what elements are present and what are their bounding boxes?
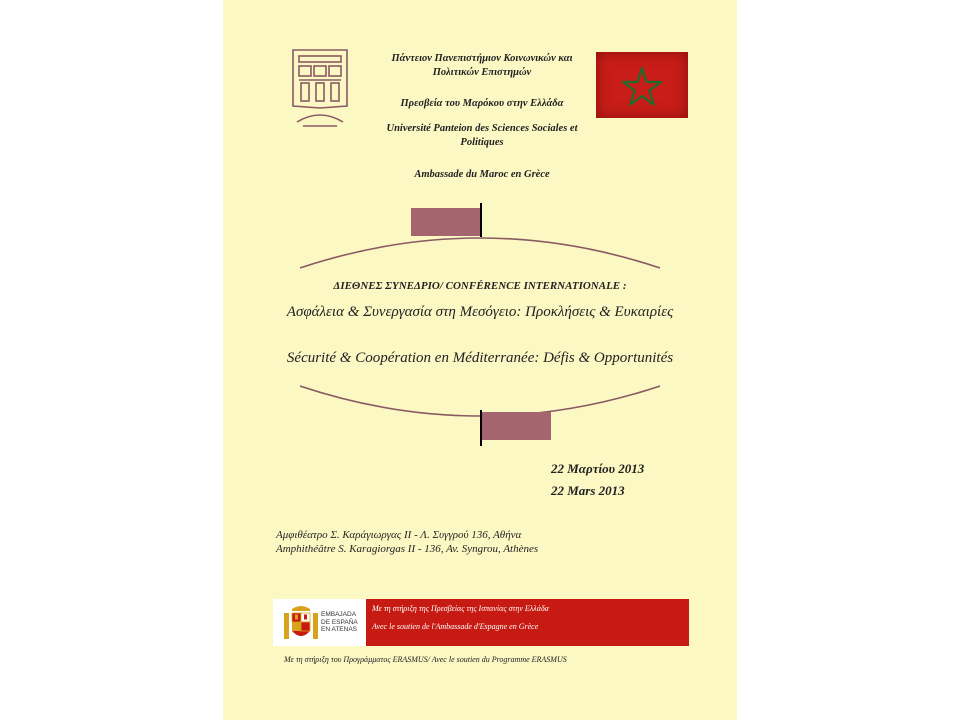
conference-title-greek: Ασφάλεια & Συνεργασία στη Μεσόγειο: Προκλήσεις & Ευκαιρίες (286, 304, 674, 320)
spain-support-french: Avec le soutien de l'Ambassade d'Espagne en Grèce (372, 622, 539, 631)
spain-coat-of-arms-icon (281, 601, 321, 645)
decorative-block-bottom (481, 412, 551, 440)
spain-embassy-logo-area (273, 599, 366, 646)
erasmus-support-text: Με τη στήριξη του Προγράμματος ERASMUS/ Avec le soutien du Programme ERASMUS (284, 655, 567, 664)
morocco-flag (596, 52, 688, 118)
conference-date-french: 22 Mars 2013 (551, 483, 625, 498)
venue-greek: Αμφιθέατρο Σ. Καράγιωργας ΙΙ - Λ. Συγγρού 136, Αθήνα (276, 529, 522, 541)
university-name-greek: Πάντειον Πανεπιστήμιον Κοινωνικών και Πολιτικών Επιστημών (391, 53, 573, 78)
embassy-name-greek: Πρεσβεία του Μαρόκου στην Ελλάδα (400, 98, 564, 109)
venue-french: Amphithéâtre S. Karagiorgas II - 136, Av. Syngrou, Athènes (276, 543, 539, 555)
spain-logo-line-3: EN ATENAS (321, 626, 358, 633)
panteion-university-logo (291, 48, 349, 128)
conference-label: ΔΙΕΘΝΕΣ ΣΥΝΕΔΡΙΟ/ CONFÉRENCE INTERNATIONALE : (333, 280, 627, 292)
conference-date-greek: 22 Μαρτίου 2013 (551, 461, 645, 476)
spain-logo-line-2: DE ESPAÑA (321, 618, 358, 626)
decorative-line-bottom (480, 410, 482, 446)
spain-logo-line-1: EMBAJADA (321, 611, 357, 618)
decorative-arc-top (300, 230, 660, 270)
embassy-name-french: Ambassade du Maroc en Grèce (414, 169, 550, 180)
spain-support-greek: Με τη στήριξη της Πρεσβείας της Ισπανίας στην Ελλάδα (372, 604, 549, 613)
green-star-icon (596, 52, 688, 118)
university-name-french: Université Panteion des Sciences Sociales et Politiques (386, 123, 578, 148)
conference-title-french: Sécurité & Coopération en Méditerranée: Défis & Opportunités (286, 350, 674, 366)
